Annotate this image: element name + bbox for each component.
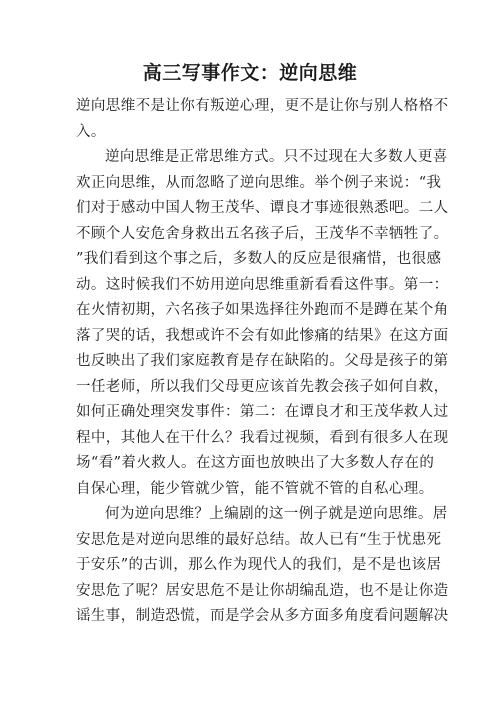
text-line: 一任老师，所以我们父母更应该首先教会孩子如何自救，	[76, 378, 449, 395]
text-line: 如何正确处理突发事件：第二：在谭良才和王茂华救人过	[76, 404, 449, 420]
text-line: 入。	[76, 123, 106, 140]
text-line: 安思危了呢？居安思危不是让你胡编乱造，也不是让你造	[76, 582, 449, 599]
text-line: 逆向思维是正常思维方式。只不过现在大多数人更喜	[105, 149, 448, 165]
text-line: 自保心理，能少管就少管，能不管就不管的自私心理。	[76, 480, 434, 497]
text-line: 落了哭的话，我想或许不会有如此惨痛的结果》在这方面	[76, 327, 449, 344]
text-line: 们对于感动中国人物王茂华、谭良才事迹很熟悉吧。二人	[76, 200, 449, 216]
text-line: 谣生事，制造恐慌，而是学会从多方面多角度看问题解决	[76, 608, 449, 624]
text-line: 动。这时候我们不妨用逆向思维重新看看这件事。第一：	[76, 276, 449, 293]
text-line: 程中，其他人在干什么？我看过视频，看到有很多人在现	[76, 429, 449, 446]
text-line: ”我们看到这个事之后，多数人的反应是很痛惜，也很感	[76, 251, 442, 267]
document-title: 高三写事作文：逆向思维	[142, 62, 358, 84]
text-line: 也反映出了我们家庭教育是存在缺陷的。父母是孩子的第	[76, 353, 449, 369]
text-line: 场“看”着火救人。在这方面也放映出了大多数人存在的	[76, 455, 435, 471]
text-line: 何为逆向思维？上编剧的这一例子就是逆向思维。居	[105, 506, 448, 522]
text-line: 欢正向思维，从而忽略了逆向思维。举个例子来说：“我	[76, 174, 442, 191]
text-line: 在火情初期，六名孩子如果选择往外跑而不是蹲在某个角	[76, 302, 449, 318]
text-line: 于安乐”的古训，那么作为现代人的我们，是不是也该居	[76, 557, 442, 573]
text-line: 不顾个人安危舍身救出五名孩子后，王茂华不幸牺牲了。	[76, 225, 449, 242]
document-body	[76, 94, 449, 630]
text-line: 逆向思维不是让你有叛逆心理，更不是让你与别人格格不	[76, 98, 449, 114]
text-line: 安思危是对逆向思维的最好总结。故人已有“生于忧患死	[76, 531, 442, 548]
